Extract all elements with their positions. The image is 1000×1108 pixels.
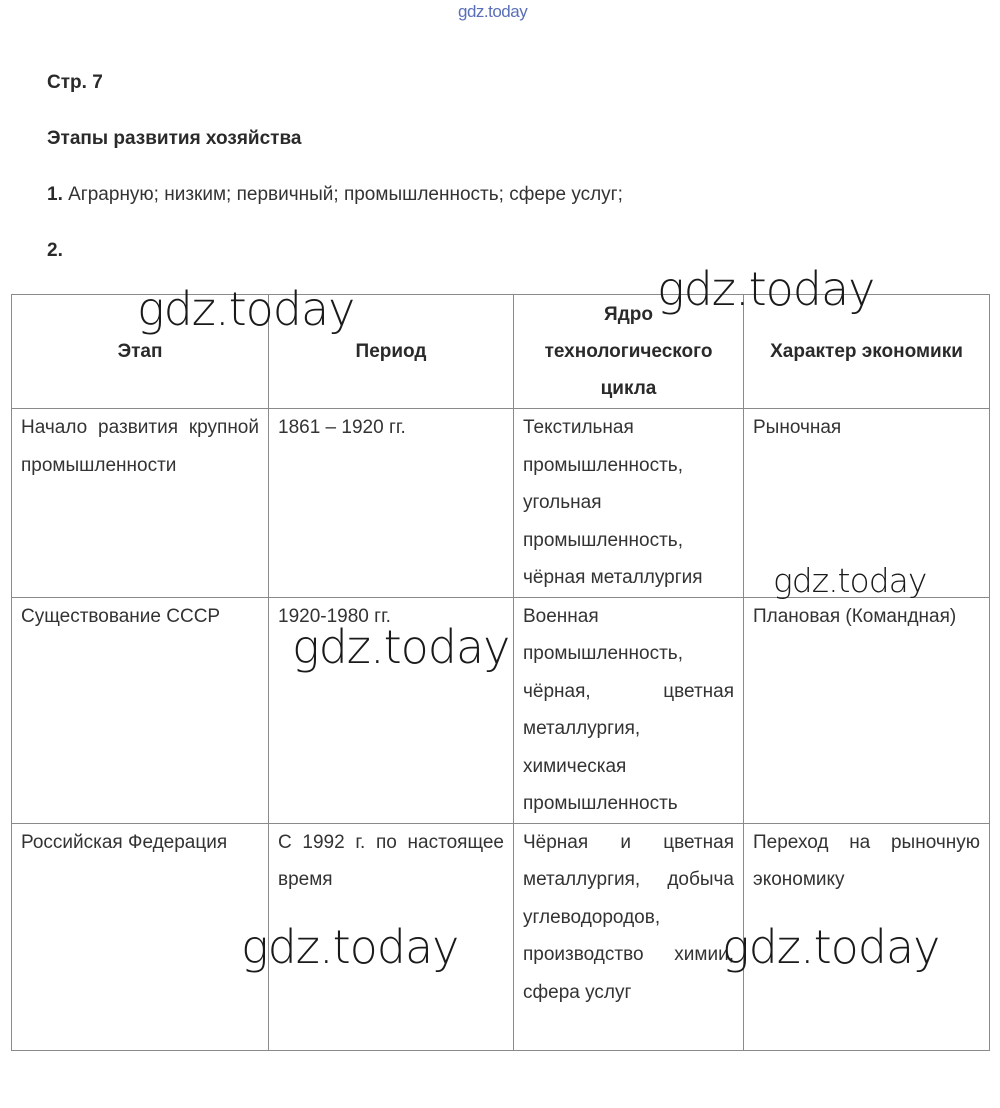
page-label: Стр. 7 (47, 72, 103, 93)
table-row (12, 409, 990, 598)
cell-economy-type: Рыночная (744, 409, 990, 598)
table-row (12, 823, 990, 1050)
table-row (12, 597, 990, 823)
cell-stage: Российская Федерация (12, 823, 269, 1050)
task-1-text: Аграрную; низким; первичный; промышленность; сфере услуг; (62, 184, 623, 205)
task-2-number: 2. (47, 240, 63, 261)
cell-period: 1920-1980 гг. (269, 597, 514, 823)
watermark-overlay: gdz.today (137, 282, 355, 336)
cell-period: 1861 – 1920 гг. (269, 409, 514, 598)
watermark-overlay: gdz.today (657, 262, 875, 316)
task-1-number: 1. (47, 184, 63, 205)
section-title: Этапы развития хозяйства (47, 128, 302, 149)
header-stage: Этап (12, 295, 269, 409)
table-header-row (12, 295, 990, 409)
task-1-answer (47, 184, 623, 206)
watermark-overlay: gdz.today (773, 561, 927, 600)
task-2-answer (47, 240, 63, 262)
cell-economy-type: Переход на рыночную экономику (744, 823, 990, 1050)
watermark-overlay: gdz.today (722, 920, 940, 974)
cell-economy-type: Плановая (Командная) (744, 597, 990, 823)
cell-period: С 1992 г. по настоящее время (269, 823, 514, 1050)
header-tech-core: Ядро технологического цикла (514, 295, 744, 409)
cell-tech-core: Текстильная промышленность, угольная промышленность, чёрная металлургия (514, 409, 744, 598)
cell-stage: Существование СССР (12, 597, 269, 823)
header-period: Период (269, 295, 514, 409)
watermark-overlay: gdz.today (292, 620, 510, 674)
site-watermark-top: gdz.today (458, 2, 528, 21)
watermark-overlay: gdz.today (241, 920, 459, 974)
cell-stage: Начало развития крупной промышленности (12, 409, 269, 598)
stages-table (11, 294, 990, 1051)
cell-tech-core: Военная промышленность, чёрная, цветная металлургия, химическая промышленность (514, 597, 744, 823)
cell-tech-core: Чёрная и цветная металлургия, добыча углеводородов, производство химии, сфера услуг (514, 823, 744, 1050)
header-economy-type: Характер экономики (744, 295, 990, 409)
